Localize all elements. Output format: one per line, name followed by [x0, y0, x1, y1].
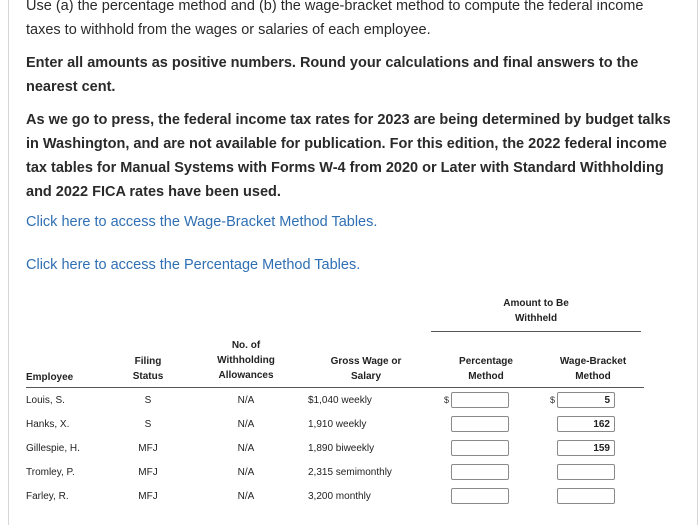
employee-name: Tromley, P.	[26, 467, 75, 478]
filing-status: MFJ	[138, 467, 158, 478]
wage-bracket-tables-link[interactable]: Click here to access the Wage-Bracket Method Tables.	[26, 214, 378, 230]
header-allowances: No. of Withholding Allowances	[217, 340, 275, 381]
rounding-instruction: Enter all amounts as positive numbers. Round your calculations and final answers to the nearest cent.	[26, 55, 639, 95]
filing-status: S	[144, 419, 152, 430]
withholding-allowances: N/A	[237, 467, 255, 478]
group-header: Amount to Be Withheld	[503, 298, 569, 324]
withholding-allowances: N/A	[237, 419, 255, 430]
percentage-method-input[interactable]	[451, 392, 509, 408]
filing-status: MFJ	[138, 443, 158, 454]
employee-name: Louis, S.	[26, 395, 65, 406]
wage-bracket-method-input[interactable]	[557, 440, 615, 456]
gross-wage: 1,890 biweekly	[308, 443, 375, 454]
gross-wage: 2,315 semimonthly	[308, 467, 392, 478]
percentage-method-input[interactable]	[451, 464, 509, 480]
header-rule	[26, 387, 644, 388]
percentage-method-tables-link[interactable]: Click here to access the Percentage Method Tables.	[26, 257, 361, 273]
withholding-allowances: N/A	[237, 491, 255, 502]
header-wage-bracket-method: Wage-Bracket Method	[559, 356, 627, 382]
gross-wage: 3,200 monthly	[308, 491, 371, 502]
group-header-rule	[431, 331, 641, 332]
percentage-method-input[interactable]	[451, 440, 509, 456]
employee-name: Hanks, X.	[26, 419, 70, 430]
wage-bracket-method-input[interactable]	[557, 416, 615, 432]
withholding-allowances: N/A	[237, 443, 255, 454]
header-percentage-method: Percentage Method	[459, 356, 513, 382]
gross-wage: 1,910 weekly	[308, 419, 367, 430]
instruction-text: Use (a) the percentage method and (b) the wage-bracket method to compute the federal income taxes to withhold from the wages or salaries of each employee.	[26, 0, 644, 38]
filing-status: S	[144, 395, 152, 406]
employee-name: Gillespie, H.	[26, 443, 80, 454]
filing-status: MFJ	[138, 491, 158, 502]
wage-bracket-method-input[interactable]	[557, 392, 615, 408]
header-filing-status: Filing Status	[132, 356, 164, 382]
gross-wage: $1,040 weekly	[308, 395, 372, 406]
wage-bracket-method-input[interactable]	[557, 488, 615, 504]
percentage-method-input[interactable]	[451, 488, 509, 504]
withholding-table	[26, 290, 676, 520]
currency-symbol: $	[550, 395, 556, 405]
wage-bracket-method-input[interactable]	[557, 464, 615, 480]
tax-table-note: As we go to press, the federal income tax rates for 2023 are being determined by budget talks in Washington, and are not available for publication. For this edition, the 2022 federal income tax tables for Manual Systems with Forms W-4 from 2020 or Later with Standard Withholding and 2022 FICA rates have been used.	[26, 112, 671, 200]
header-gross-wage: Gross Wage or Salary	[330, 356, 402, 382]
header-employee: Employee	[26, 372, 74, 383]
currency-symbol: $	[444, 395, 450, 405]
withholding-allowances: N/A	[237, 395, 255, 406]
employee-name: Farley, R.	[26, 491, 69, 502]
percentage-method-input[interactable]	[451, 416, 509, 432]
